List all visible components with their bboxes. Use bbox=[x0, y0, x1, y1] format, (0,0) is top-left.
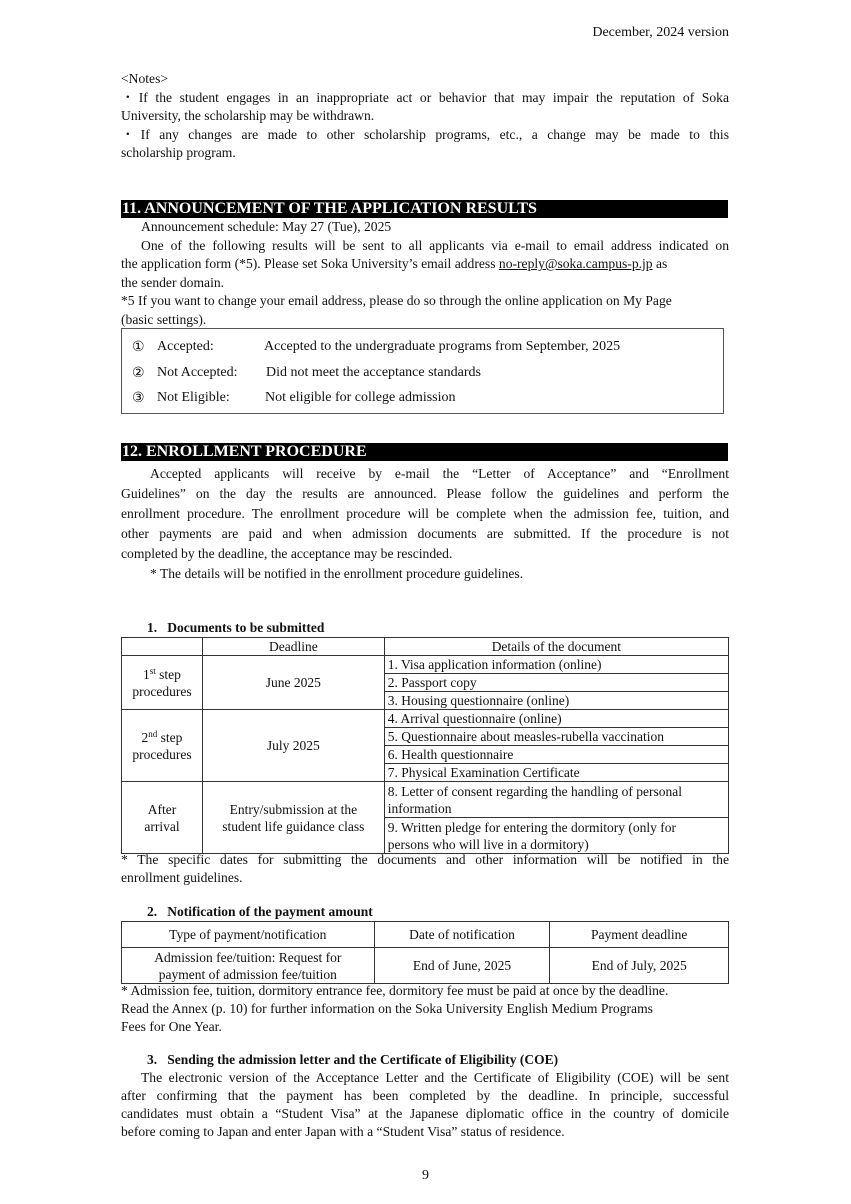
table-row bbox=[122, 922, 729, 948]
payment-type-cell bbox=[122, 948, 375, 984]
table-header: Payment deadline bbox=[550, 922, 729, 948]
result-label: Not Accepted: bbox=[157, 365, 238, 380]
document-item: 2. Passport copy bbox=[384, 674, 728, 692]
enrollment-line: Guidelines” on the day the results are announced. Please follow the guidelines and perform the bbox=[121, 486, 729, 501]
enrollment-line: enrollment procedure. The enrollment procedure will be complete when the admission fee, tuition, and bbox=[121, 506, 729, 521]
notes-line: ・If any changes are made to other scholarship programs, etc., a change may be made to this bbox=[121, 126, 729, 142]
results-paragraph-text: as bbox=[652, 256, 668, 271]
documents-note-line: * The specific dates for submitting the documents and other information will be notified in the bbox=[121, 852, 729, 867]
footnote-line: *5 If you want to change your email address, please do so through the online application on My Page bbox=[121, 293, 672, 308]
results-paragraph-line: One of the following results will be sent to all applicants via e-mail to email address indicated on bbox=[141, 237, 729, 253]
document-text: persons who will live in a dormitory) bbox=[387, 836, 589, 852]
sender-email-link[interactable]: no-reply@soka.campus-p.jp bbox=[498, 256, 653, 271]
step-label: step bbox=[157, 729, 183, 745]
results-paragraph-line: the sender domain. bbox=[121, 274, 225, 290]
step-ordinal: nd bbox=[148, 728, 158, 739]
after-arrival-cell bbox=[122, 782, 203, 854]
payment-note-line: Read the Annex (p. 10) for further information on the Soka University English Medium Programs bbox=[121, 1001, 653, 1016]
details-note: * The details will be notified in the enrollment procedure guidelines. bbox=[150, 566, 524, 581]
payment-deadline-cell: End of July, 2025 bbox=[550, 948, 729, 984]
circled-number: ① bbox=[132, 340, 145, 355]
enrollment-line: completed by the deadline, the acceptance may be rescinded. bbox=[121, 546, 453, 561]
payment-note-line: * Admission fee, tuition, dormitory entrance fee, dormitory fee must be paid at once by the deadline. bbox=[121, 983, 669, 998]
step-2-cell bbox=[122, 710, 203, 782]
document-item bbox=[384, 782, 728, 818]
circled-number: ③ bbox=[132, 391, 145, 406]
notes-line: ・If the student engages in an inappropriate act or behavior that may impair the reputation of Soka bbox=[121, 89, 729, 105]
step-ordinal: st bbox=[149, 665, 156, 676]
step-2-deadline: July 2025 bbox=[202, 710, 384, 782]
payment-subheading: 2. Notification of the payment amount bbox=[147, 904, 373, 919]
coe-line: before coming to Japan and enter Japan with a “Student Visa” status of residence. bbox=[121, 1124, 565, 1139]
result-description: Did not meet the acceptance standards bbox=[266, 365, 481, 380]
version-label: December, 2024 version bbox=[592, 25, 729, 40]
step-label: arrival bbox=[144, 818, 180, 834]
table-header: Date of notification bbox=[374, 922, 550, 948]
result-label: Not Eligible: bbox=[157, 390, 230, 405]
step-label: procedures bbox=[132, 683, 192, 699]
table-row bbox=[122, 710, 729, 728]
payment-note-line: Fees for One Year. bbox=[121, 1019, 222, 1034]
document-item: 1. Visa application information (online) bbox=[384, 656, 728, 674]
section-12-heading: 12. ENROLLMENT PROCEDURE bbox=[121, 443, 728, 461]
results-paragraph-text: the application form (*5). Please set Soka University’s email address bbox=[121, 256, 499, 271]
documents-subheading: 1. Documents to be submitted bbox=[147, 620, 325, 635]
results-box bbox=[121, 328, 724, 414]
announcement-schedule: Announcement schedule: May 27 (Tue), 2025 bbox=[141, 219, 392, 234]
step-label: After bbox=[147, 801, 177, 817]
coe-line: candidates must obtain a “Student Visa” at the Japanese diplomatic office in the country of domicile bbox=[121, 1106, 729, 1121]
document-item: 6. Health questionnaire bbox=[384, 746, 728, 764]
results-paragraph-line bbox=[121, 255, 729, 274]
enrollment-line: Accepted applicants will receive by e-mail the “Letter of Acceptance” and “Enrollment bbox=[150, 466, 729, 481]
coe-line: after confirming that the payment has been completed by the deadline. In principle, successful bbox=[121, 1088, 729, 1103]
table-header: Type of payment/notification bbox=[122, 922, 375, 948]
table-header: Details of the document bbox=[384, 638, 728, 656]
step-1-cell bbox=[122, 656, 203, 710]
table-header-empty bbox=[122, 638, 203, 656]
step-1-deadline: June 2025 bbox=[202, 656, 384, 710]
payment-table bbox=[121, 921, 729, 984]
step-label: step bbox=[155, 666, 181, 682]
section-11-heading: 11. ANNOUNCEMENT OF THE APPLICATION RESULTS bbox=[121, 200, 728, 218]
document-item bbox=[384, 818, 728, 854]
page-number: 9 bbox=[422, 1168, 429, 1183]
after-arrival-deadline bbox=[202, 782, 384, 854]
table-row bbox=[122, 782, 729, 818]
section-11-body bbox=[121, 218, 729, 329]
circled-number: ② bbox=[132, 366, 145, 381]
enrollment-line: other payments are paid and when admission documents are submitted. If the procedure is not bbox=[121, 526, 729, 541]
documents-note bbox=[121, 851, 729, 887]
notes-block bbox=[121, 70, 729, 163]
footnote-line: (basic settings). bbox=[121, 311, 207, 327]
result-label: Accepted: bbox=[157, 339, 214, 354]
result-description: Not eligible for college admission bbox=[265, 390, 456, 405]
step-number: 1 bbox=[143, 666, 150, 682]
document-text: 8. Letter of consent regarding the handling of personal bbox=[387, 783, 682, 799]
payment-type-text: payment of admission fee/tuition bbox=[158, 966, 337, 982]
document-item: 3. Housing questionnaire (online) bbox=[384, 692, 728, 710]
document-text: 9. Written pledge for entering the dormitory (only for bbox=[387, 819, 676, 835]
table-row bbox=[122, 948, 729, 984]
deadline-text: Entry/submission at the bbox=[229, 801, 358, 817]
table-row bbox=[122, 638, 729, 656]
payment-type-text: Admission fee/tuition: Request for bbox=[154, 949, 342, 965]
result-description: Accepted to the undergraduate programs from September, 2025 bbox=[264, 339, 621, 354]
notification-date-cell: End of June, 2025 bbox=[374, 948, 550, 984]
document-item: 7. Physical Examination Certificate bbox=[384, 764, 728, 782]
table-row bbox=[122, 656, 729, 674]
notes-line: University, the scholarship may be withdrawn. bbox=[121, 108, 375, 123]
notes-title: <Notes> bbox=[121, 71, 169, 86]
step-number: 2 bbox=[141, 729, 149, 745]
document-item: 5. Questionnaire about measles-rubella vaccination bbox=[384, 728, 728, 746]
payment-note bbox=[121, 982, 729, 1036]
enrollment-paragraph bbox=[121, 464, 729, 584]
coe-paragraph bbox=[121, 1069, 729, 1141]
coe-subheading: 3. Sending the admission letter and the Certificate of Eligibility (COE) bbox=[147, 1052, 559, 1067]
documents-note-line: enrollment guidelines. bbox=[121, 870, 243, 885]
document-item: 4. Arrival questionnaire (online) bbox=[384, 710, 728, 728]
deadline-text: student life guidance class bbox=[222, 818, 365, 834]
documents-table bbox=[121, 637, 729, 854]
step-label: procedures bbox=[132, 746, 192, 762]
table-header: Deadline bbox=[202, 638, 384, 656]
document-text: information bbox=[387, 800, 452, 816]
coe-line: The electronic version of the Acceptance Letter and the Certificate of Eligibility (COE) will be sent bbox=[141, 1070, 729, 1085]
notes-line: scholarship program. bbox=[121, 145, 236, 160]
